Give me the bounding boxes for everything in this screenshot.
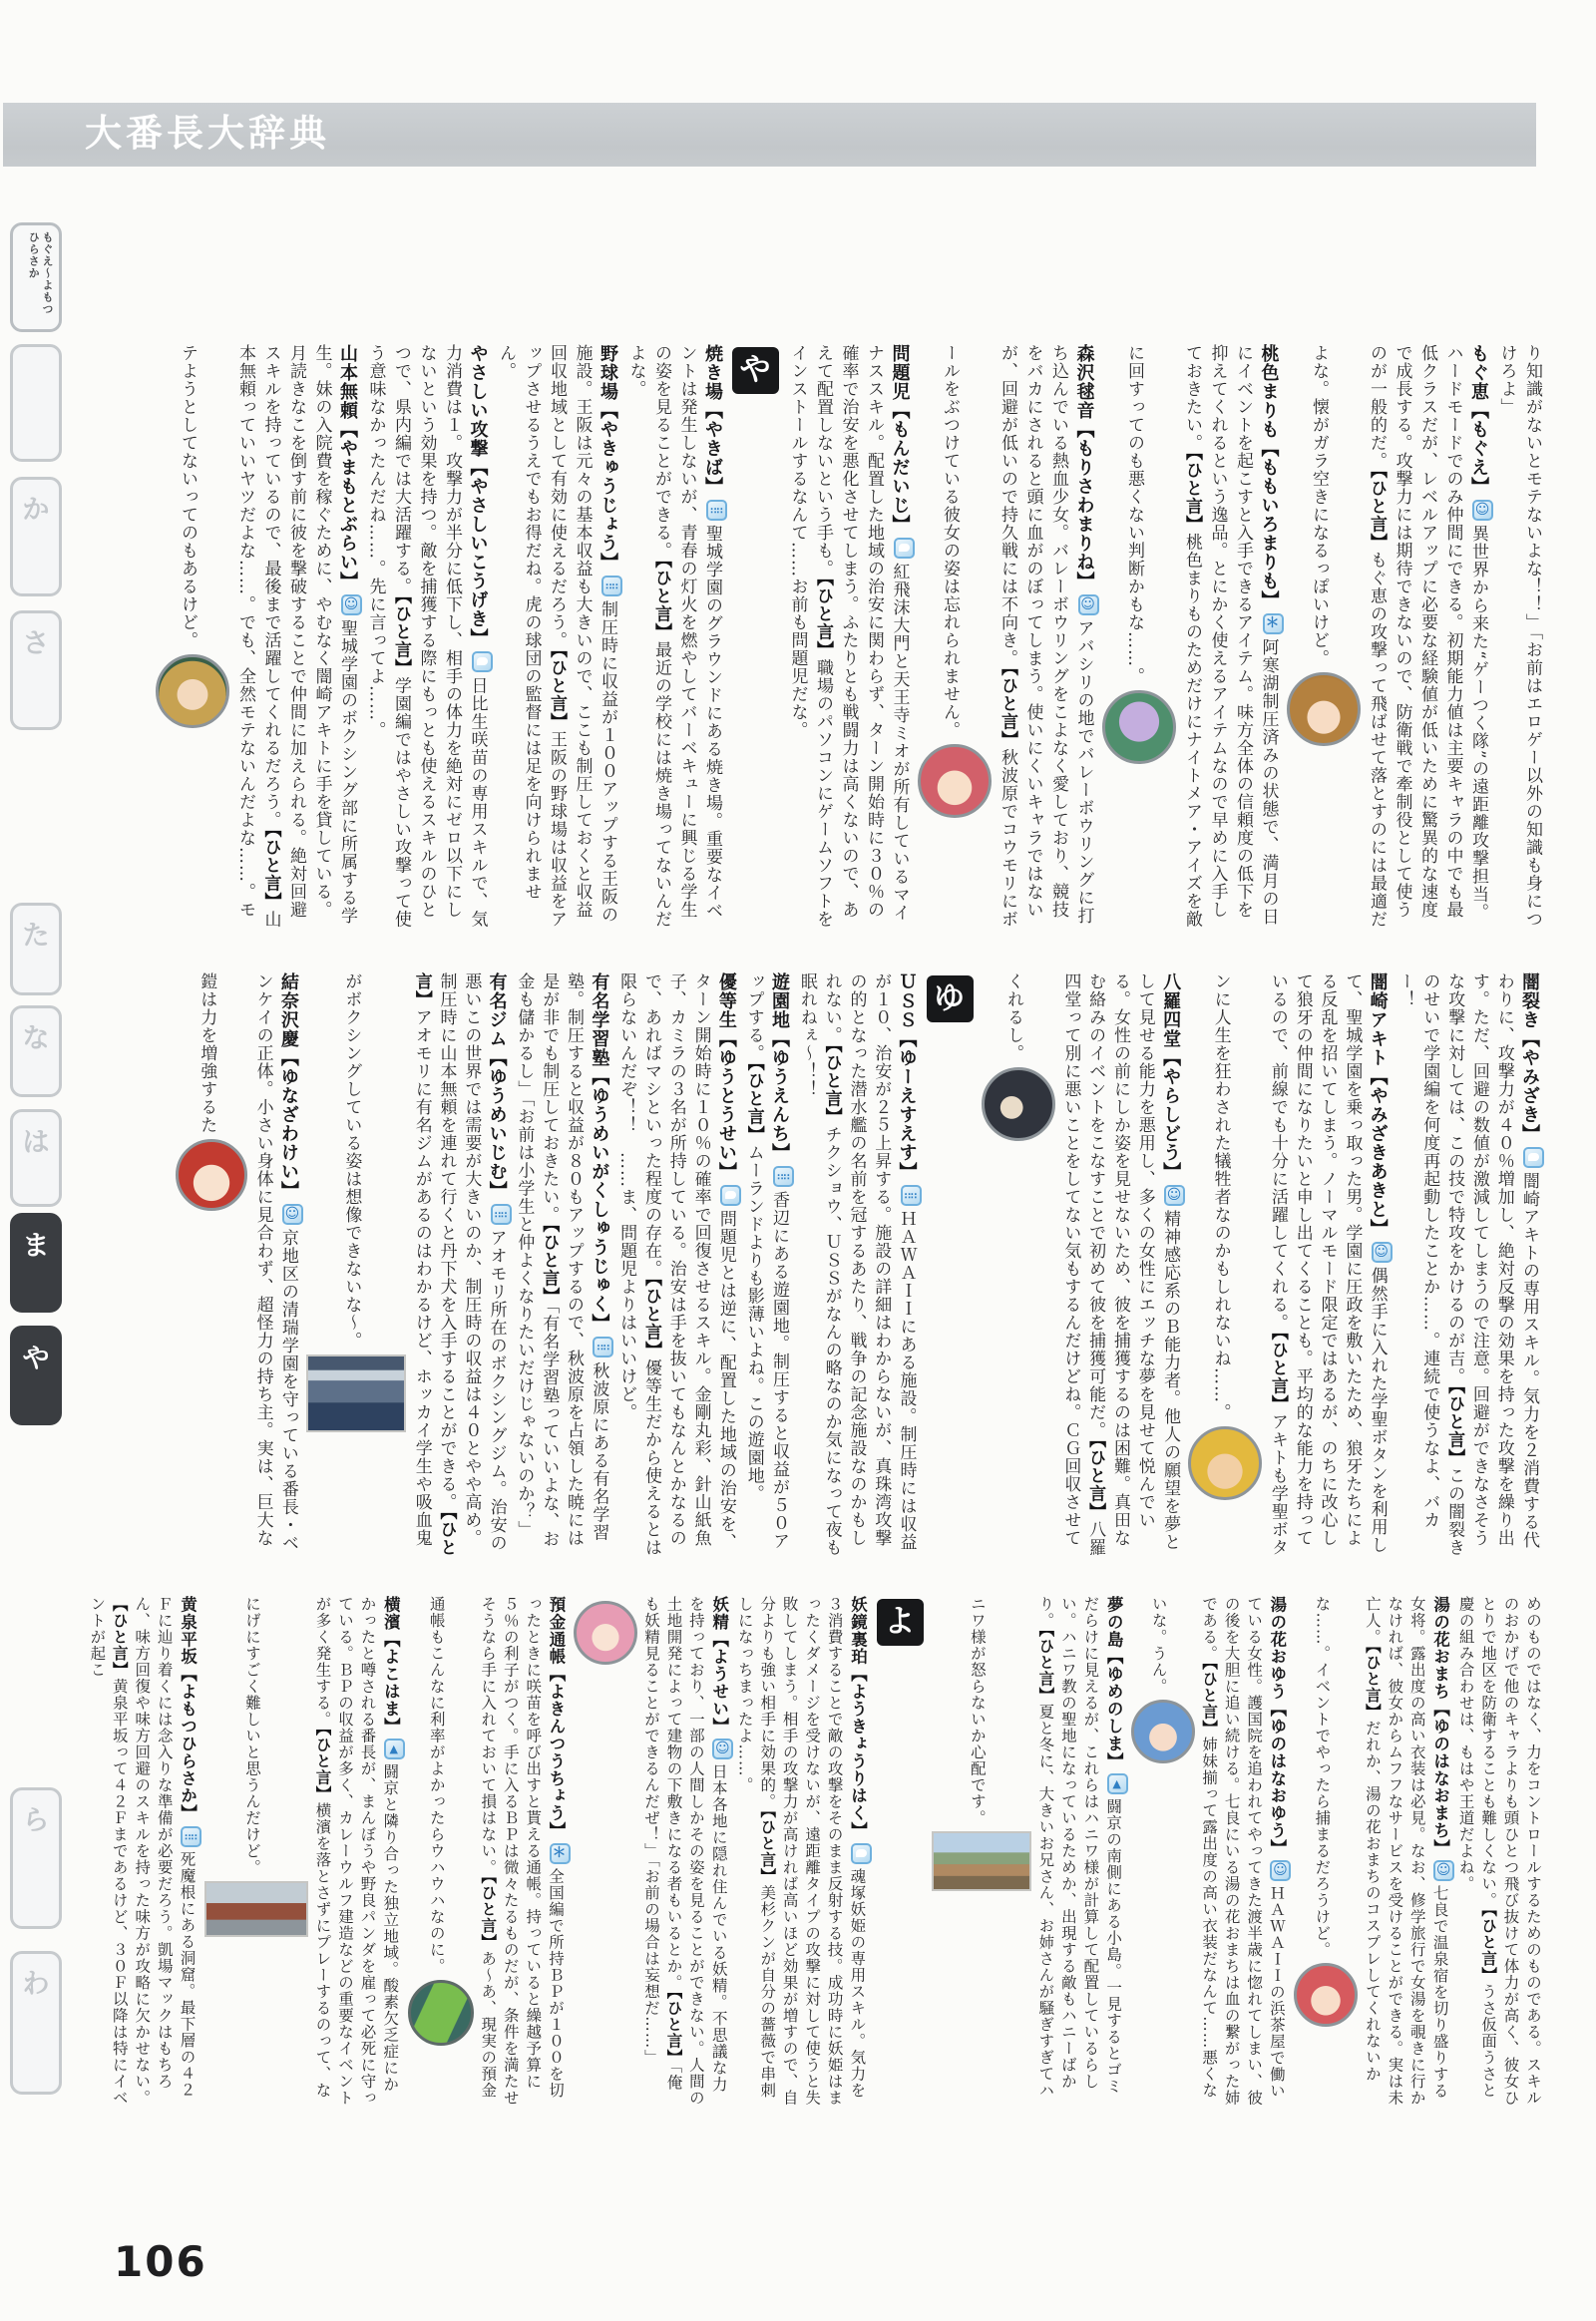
entry-body: 問題児とは逆に、配置した地域の治安を、ターン開始時に１０％の確率で回復させるスキル。金剛丸彩、針山紙魚子、カミラの３名が所持している。治安は手を抜いてもなんとかなるので、あればマシといった程度の存在。【ひと言】優等生だから使えるとは限らないんだぞ！！ ……ま、問題児よりはいいけど。 (616, 972, 736, 1557)
entry-body: 偶然手に入れた学聖ボタンを利用して、聖城学園を乗っ取った男。学園に圧政を敷いたため、狼牙たちによる反乱を招いてしまう。ノーマルモード限定ではあるが、のちに改心して狼牙の仲間になりたいと申し出てくることも。平均的な能力を持っているので、前線でも十分に活躍してくれる。【ひと言】アキトも学聖ボタンに人生を狂わされた犠牲者なのかもしれないね……。 (1210, 972, 1388, 1557)
entry-title: 闇崎アキト【やみざきあきと】 (1367, 972, 1389, 1239)
portrait-akito (1188, 1426, 1262, 1500)
entry-yarashido (1003, 972, 1180, 1557)
entry-body: 京地区の清瑞学園を守っている番長・ベンケイの正体。小さい身体に見合わず、超怪力の持ち主。実は、巨大な鎧は力を増強するた (197, 972, 298, 1553)
hitokoto-label: 【ひと言】 (1367, 470, 1387, 552)
entry-body: 聖城学園のボクシング部に所属する学生。妹の入院費を稼ぐために、やむなく闇崎アキトに手を貸している。月読きなこを倒す前に彼を撃破することで仲間に加えられる。絶対回避スキルを持っているので、最後まで活躍してくれるだろう。【ひと言】山本無頼っていいヤツだよな……。でも、全然モテないんだよな……。モテようとしてないってのもあるけど。 (178, 344, 357, 929)
entry-yumei-gym (341, 972, 506, 1557)
entry-body: 紅飛沫大門と天王寺ミオが所有しているマイナススキル。配置した地域の治安に関わらず、ターン開始時に３０％の確率で治安を悪化させてしまう。ふたりとも戦闘力は高くないので、あえて配置しないという手も。【ひと言】職場のパソコンにゲームソフトをインストールするなんて……お前も問題児だな。 (787, 344, 910, 929)
entry-title: 湯の花おまち【ゆのはなおまち】 (1430, 1596, 1450, 1857)
entry-body: 制圧時に収益が１００アップする王阪の施設。王阪は元々の基本収益も大きいので、ここも制圧しておくと収益回収地域として有効に使えるだろう。【ひと言】王阪の野球場は収益をアップさせるうえでもお得だね。虎の球団の監督には足を向けられません。 (496, 344, 617, 929)
entry-morisawa-marine (940, 344, 1094, 929)
entry-title: 妖精【ようせい】 (709, 1596, 729, 1736)
entry-body: 闇崎アキトの専用スキル。気力を２消費する代わりに、攻撃力が４０％増加し、絶対反撃の効果を持った攻撃を繰り出す。ただ、回避の数値が激減してしまうので注意。回避ができなさそうな攻撃に対しては、この技で特攻をかけるのが吉。【ひと言】この闇裂きのせいで学園編を何度再起動したことか……。連続で使うなよ、バカー！ (1395, 972, 1539, 1557)
smiley-face-icon (1078, 594, 1099, 615)
page-title: 大番長大辞典 (85, 112, 330, 155)
hitokoto-label: 【ひと言】 (110, 1596, 130, 1679)
section-marker-や (739, 344, 772, 397)
portrait-omachi (1294, 1963, 1358, 2027)
hitokoto-label: 【ひと言】 (743, 1062, 764, 1144)
building-icon (901, 1185, 922, 1206)
entry-body: 精神感応系のＢ能力者。他人の願望を夢として見せる能力を悪用し、多くの女性にエッチな夢を見せて悦んでいる。女性の前にしか姿を見せないため、彼を捕獲するのは困難。真田なむ絡みのイベントをこなすことで初めて彼を捕獲可能だ。【ひと言】八羅四堂って別に悪いことをしてない気もするんだけどね。ＣＧ回収させてくれるし。 (1003, 972, 1181, 1557)
entry-body: 全国編で所持ＢＰが１００を切ったときに咲苗を呼び出すと貰える通帳。持っていると繰越予算に５％の利子がつく。手に入るＢＰは微々たるものだが、条件を満たせそうなら手に入れておいて損はない。【ひと言】あ〜あ、現実の預金通帳もこんなに利率がよかったらウハウハなのに。 (427, 1596, 566, 2107)
entry-title: 黄泉平坂【よもつひらさか】 (178, 1596, 198, 1822)
hitokoto-label: 【ひと言】 (1363, 1645, 1383, 1721)
entry-body: 聖城学園のグラウンドにある焼き場。重要なイベントは発生しないが、青春の灯火を燃やしてバーベキューに興じる学生の姿を見ることができる。【ひと言】最近の学校には焼き場ってないんだよな。 (625, 344, 722, 929)
entry-title: 遊園地【ゆうえんち】 (769, 972, 790, 1163)
sidebar-tab-や (10, 1326, 62, 1425)
smiley-face-icon (1270, 1860, 1291, 1881)
speech-bubble-icon (851, 1843, 872, 1864)
hitokoto-label: 【ひと言】 (411, 972, 457, 1557)
entry-body: 七良で温泉宿を切り盛りする女将。露出度の高い衣装は必見。なお、修学旅行で女湯を覗きに行かなければ、彼女からムフフなサービスを受けることができる。実は未亡人。【ひと言】だれか、湯の花おまちのコスプレしてくれないかな……。イベントでやったら捕まるだろうけど。 (1313, 1596, 1449, 2107)
sidebar-tab-た (10, 903, 62, 995)
entry-yamizaki (1395, 972, 1539, 1557)
photo-gym-interior (306, 1354, 406, 1432)
entry-yamamoto-burai (178, 344, 357, 929)
hitokoto-label: 【ひと言】 (813, 578, 833, 659)
entry-title: 妖鏡裏珀【ようきょうりはく】 (848, 1596, 868, 1840)
entry-body: 闘京の南側にある小島。一見するとゴミだらけに見えるが、これらはハニワ様が計算して配置しているらしい。ハニワ教の聖地になっているためか、出現する敵もハニーばかり。【ひと言】夏と冬に、大きいお兄さん、お姉さんが騒ぎすぎてハニワ様が怒らないか心配です。 (968, 1596, 1123, 2099)
entry-title: 結奈沢慶【ゆなざわけい】 (277, 972, 299, 1201)
entry-yokohama (243, 1596, 399, 2107)
entry-yomotsuhirasaka (88, 1596, 196, 2107)
landscape-icon (1107, 1773, 1128, 1794)
smiley-face-icon (1433, 1860, 1454, 1881)
entry-title: 湯の花おゆう【ゆのはなおゆう】 (1267, 1596, 1287, 1857)
hitokoto-label: 【ひと言】 (758, 1809, 778, 1885)
sidebar-tab-blank (10, 344, 62, 462)
entry-title: 桃色まりも【ももいろまりも】 (1258, 344, 1280, 610)
hitokoto-label: 【ひと言】 (1182, 452, 1202, 534)
entry-yunohana-omachi (1313, 1596, 1448, 2107)
hitokoto-label: 【ひと言】 (260, 829, 281, 911)
text-band-1 (70, 344, 1544, 935)
portrait-kei (176, 1139, 247, 1211)
entry-yumenoshima (969, 1596, 1122, 2099)
smiley-face-icon (341, 594, 362, 615)
landscape-icon (384, 1739, 405, 1759)
entry-title: 夢の島【ゆめのしま】 (1104, 1596, 1124, 1770)
hitokoto-label: 【ひと言】 (313, 1728, 333, 1802)
smiley-face-icon (1472, 500, 1493, 521)
entry-title: 野球場【やきゅうじょう】 (598, 344, 618, 573)
entry-body: ＨＡＷＡＩＩの浜茶屋で働いている女性。護国院を追われてやってきた渡半歳に惚れてしまい、彼の後を大胆に追い続ける。七良にいる湯の花おまちは血の繋がった姉である。【ひと言】姉妹揃って露出度の高い衣装だなんて……悪くないな。うん。 (1149, 1596, 1286, 2107)
hitokoto-label: 【ひと言】 (547, 649, 567, 731)
entry-title: やさしい攻撃【やさしいこうげき】 (467, 344, 489, 648)
portrait-marine (918, 744, 992, 818)
building-icon (593, 1337, 613, 1357)
smiley-face-icon (712, 1739, 733, 1759)
sidebar-tab-label: は (22, 1127, 50, 1158)
sidebar-tab-は (10, 1109, 62, 1207)
building-icon (601, 576, 622, 596)
hitokoto-label: 【ひと言】 (1085, 1439, 1106, 1521)
building-icon (181, 1826, 201, 1847)
entry-title: 山本無頼【やまもとぶらい】 (337, 344, 358, 591)
hitokoto-label: 【ひと言】 (1479, 1908, 1499, 1984)
sidebar-tab-label: た (22, 921, 50, 952)
photo-yumenoshima (932, 1831, 1031, 1891)
portrait-burai (156, 654, 229, 728)
sidebar-tab-ら (10, 1787, 62, 1929)
sidebar-tab-label: わ (22, 1969, 50, 2000)
building-icon (491, 1204, 512, 1225)
entry-body: 闘京と隣り合った独立地域。酸素欠乏症にかかったと噂される番長が、まんぼうや野良パンダを雇って必死に守っている。ＢＰの収益が多く、カレーウルフ建造などの重要なイベントが多く発生する。【ひと言】横濱を落とさずにプレーするのって、なにげにすごく難しいと思うんだけど。 (243, 1596, 400, 2107)
speech-bubble-icon (472, 651, 493, 672)
entry-title: 八羅四堂【やらしどう】 (1160, 972, 1182, 1182)
building-icon (706, 500, 727, 521)
speech-bubble-icon (1523, 1147, 1544, 1168)
hitokoto-label: 【ひと言】 (1444, 1385, 1465, 1467)
item-picture-bankbook (408, 1980, 474, 2046)
text-band-3 (70, 1596, 1544, 2107)
page-header-bar (3, 103, 1536, 167)
building-icon (773, 1166, 794, 1187)
entry-title: 有名ジム【ゆうめいじむ】 (486, 972, 508, 1201)
sidebar-tab-な (10, 1005, 62, 1097)
hitokoto-label: 【ひと言】 (664, 1991, 684, 2066)
sidebar-tab-label: か (22, 495, 50, 526)
hitokoto-label: 【ひと言】 (821, 1044, 842, 1126)
hitokoto-label: 【ひと言】 (651, 560, 671, 641)
entry-momoiro-marimo (1124, 344, 1279, 929)
section-marker-glyph: よ (877, 1599, 924, 1646)
entry-body: 魂塚妖姫の専用スキル。気力を３消費することで敵の攻撃をそのまま反射する技。成功時に妖姫はまったくダメージを受けないが、遠距離タイプの攻撃に対して使うと失敗してしまう。相手の攻撃力が高ければ高いほど効果が増すので、自分よりも強い相手に効果的。【ひと言】美杉クンが自分の薔薇で串刺しになっちまったよ……。 (735, 1596, 867, 2107)
sidebar-tab-label: や (22, 1344, 50, 1374)
entry-mogue (1309, 344, 1488, 929)
speech-bubble-icon (720, 1185, 741, 1206)
entry-body: 香辺にある遊園地。制圧すると収益が５０アップする。【ひと言】ムーランドよりも影薄いよね。この遊園地。 (743, 972, 789, 1551)
entry-uss (797, 972, 917, 1557)
entry-body: 死魔根にある洞窟。最下層の４２Ｆに辿り着くには念入りな準備が必要だろう。凱場マックはもちろん、味方回復や味方回避のスキルを持った味方が攻略に欠かせない。【ひと言】黄泉平坂って４２Ｆまであるけど、３０Ｆ以降は特にイベントが起こ (88, 1596, 197, 2107)
item-picture-marimo (1102, 690, 1176, 764)
sidebar-tab-か (10, 477, 62, 596)
entry-yokin-tsucho (428, 1596, 565, 2107)
text-band-2 (70, 972, 1544, 1559)
entry-title: 森沢毬音【もりさわまりね】 (1073, 344, 1095, 591)
sidebar-tab-label: ら (22, 1805, 50, 1836)
entry-body: 日比生咲苗の専用スキルで、気力消費は１。攻撃力が半分に低下し、相手の体力を絶対にゼロ以下にしないという効果を持つ。敵を捕獲する際にもっとも使えるスキルのひとつで、県内編では大活躍する。【ひと言】学園編ではやさしい攻撃って使う意味なかったんだね……。先に言ってよ……。 (365, 344, 488, 929)
entry-body: 日本各地に隠れ住んでいる妖精。不思議な力を持っており、一部の人間しかその姿を見ることができない。人間の土地開発によって建物の下敷きになる者もいるとか。【ひと言】「俺も妖精見ることができるんだぜ！」「お前の場合は妄想だ……」 (641, 1596, 728, 2107)
sidebar-range-label: もぐえ〜よもつひらさか (10, 222, 62, 332)
item-sparkle-icon (1263, 613, 1284, 634)
sidebar-tab-label: ま (22, 1231, 50, 1262)
section-marker-よ (884, 1596, 917, 1649)
hitokoto-label: 【ひと言】 (640, 1278, 661, 1359)
entry-body: 阿寒湖制圧済みの状態で、満月の日にイベントを起こすと入手できるアイテム。味方全体の信頼度の低下を抑えてくれるという逸品。とにかく使えるアイテムなので早めに入手しておきたい。【ひと言】桃色まりものためだけにナイトメア・アイズを敵に回すってのも悪くない判断かもな……。 (1124, 344, 1279, 929)
entry-yakyujo (496, 344, 617, 929)
entry-yunazawa-kei (197, 972, 298, 1552)
page-number: 106 (114, 2237, 207, 2286)
entry-yosei (593, 1596, 728, 2107)
entry-yokyorihaku (736, 1596, 867, 2107)
entry-cont-prev-page (1497, 344, 1543, 929)
smiley-face-icon (282, 1204, 303, 1225)
entry-body: 秋波原にある有名学習塾。制圧すると収益が８０もアップするので、秋波原を占領した暁には是が非でも制圧しておきたい。【ひと言】「有名学習塾っていいよな、お金も儲かるし」「お前は小学生と仲よくなりたいだけじゃないのか？」 (514, 972, 609, 1548)
entry-continuation-text: り知識がないとモテないよな！！」「お前はエロゲー以外の知識も身につけろよ」 (1496, 344, 1542, 929)
speech-bubble-icon (894, 538, 915, 559)
sidebar-tab-ま (10, 1213, 62, 1313)
entry-yunohana-oyuu (1150, 1596, 1286, 2107)
entry-continuation-text: めのものではなく、力をコントロールするためのものである。スキルのおかげで他のキャラよりも頭ひとつ飛び抜けて体力が高く、彼女ひとりで地区を防衛することも難しくない。【ひと言】うさ仮面うさと慶の組み合わせは、もはや王道だよね。 (1456, 1596, 1542, 2107)
entry-title: ＵＳＳ【ゆーえすえす】 (896, 972, 918, 1182)
entry-title: 焼き場【やきば】 (702, 344, 723, 497)
entry-title: 預金通帳【よきんつうちょう】 (547, 1596, 567, 1840)
entry-body: 異世界から来た“ゲーつく隊”の遠距離攻撃担当。ハードモードでのみ仲間にできる。初期能力値は主要キャラの中でも最低クラスだが、レベルアップに必要な経験値が低いために驚異的な速度で成長する。攻撃力には期待できないので、防衛戦で牽制役として使うのが一般的だ。【ひと言】もぐ恵の攻撃って飛ばせて落とすのには最適だよな。懐がガラ空きになるっぽいけど。 (1309, 344, 1488, 929)
portrait-oyuu (1131, 1700, 1195, 1763)
entry-yakiba (626, 344, 723, 929)
portrait-fairy (574, 1601, 637, 1665)
sidebar-tab-さ (10, 610, 62, 730)
entry-yasashii-kogeki (366, 344, 488, 929)
entry-title: 有名学習塾【ゆうめいがくしゅうじゅく】 (589, 972, 610, 1334)
sidebar-tab-label: な (22, 1023, 50, 1054)
item-sparkle-icon (550, 1843, 571, 1864)
entry-title: 問題児【もんだいじ】 (889, 344, 911, 535)
entry-title: 優等生【ゆうとうせい】 (715, 972, 737, 1182)
hitokoto-label: 【ひと言】 (1200, 1662, 1220, 1737)
entry-yamizaki-akito (1211, 972, 1388, 1557)
entry-body: ＨＡＷＡＩＩにある施設。制圧時には収益が１０、治安が２５上昇する。施設の詳細はわからないが、真珠湾攻撃の的となった潜水艦の名前を冠するあたり、戦争の記念施設なのかもしれない。【ひと言】チクショウ、ＵＳＳがなんの略なのか気になって夜も眠れねぇ〜！！ (796, 972, 917, 1557)
smiley-face-icon (1164, 1185, 1185, 1206)
sidebar-tab-label: さ (22, 628, 50, 659)
smiley-face-icon (1372, 1242, 1393, 1263)
hitokoto-label: 【ひと言】 (998, 667, 1017, 749)
entry-yumei-gakushujuku (514, 972, 608, 1548)
section-marker-ゆ (934, 972, 967, 1025)
entry-yutosei (616, 972, 736, 1557)
sidebar-tab-わ (10, 1951, 62, 2095)
entry-title: 闇裂き【やみざき】 (1519, 972, 1540, 1144)
hitokoto-label: 【ひと言】 (479, 1875, 499, 1951)
entry-mondaiji (788, 344, 910, 929)
section-marker-glyph: や (732, 347, 779, 394)
hitokoto-label: 【ひと言】 (1036, 1629, 1056, 1704)
portrait-yarashido (982, 1067, 1055, 1141)
entry-yunazawa-kei-cont (1457, 1596, 1542, 2107)
entry-title: もぐ恵【もぐえ】 (1468, 344, 1489, 497)
entry-body: アオモリ所在のボクシングジム。治安の悪いこの世界では需要が大きいのか、制圧時の収益は４０とやや高め。制圧時に山本無頼を連れて行くと丹下犬を入手することができる。【ひと言】アオモリに有名ジムがあるのはわかるけど、ホッカイ学生や吸血鬼がボクシングしている姿は想像できないな〜。 (341, 972, 507, 1557)
entry-title: 横濱【よこはま】 (381, 1596, 401, 1736)
entry-body: アバシリの地でバレーボウリングに打ち込んでいる熱血少女。バレーボウリングをこよなく愛しており、競技をバカにされると頭に血がのぼってしまう。使いにくいキャラではないが、回避が低いので持久戦には不向き。【ひと言】秋波原でコウモリにボールをぶつけている彼女の姿は忘れられません。 (940, 344, 1094, 929)
portrait-mogue (1287, 672, 1361, 746)
hitokoto-label: 【ひと言】 (539, 1224, 560, 1306)
hitokoto-label: 【ひと言】 (1267, 1332, 1288, 1413)
photo-yokohama-street (204, 1881, 308, 1937)
section-marker-glyph: ゆ (927, 975, 974, 1022)
entry-yuenchi (744, 972, 789, 1550)
hitokoto-label: 【ひと言】 (391, 595, 411, 677)
